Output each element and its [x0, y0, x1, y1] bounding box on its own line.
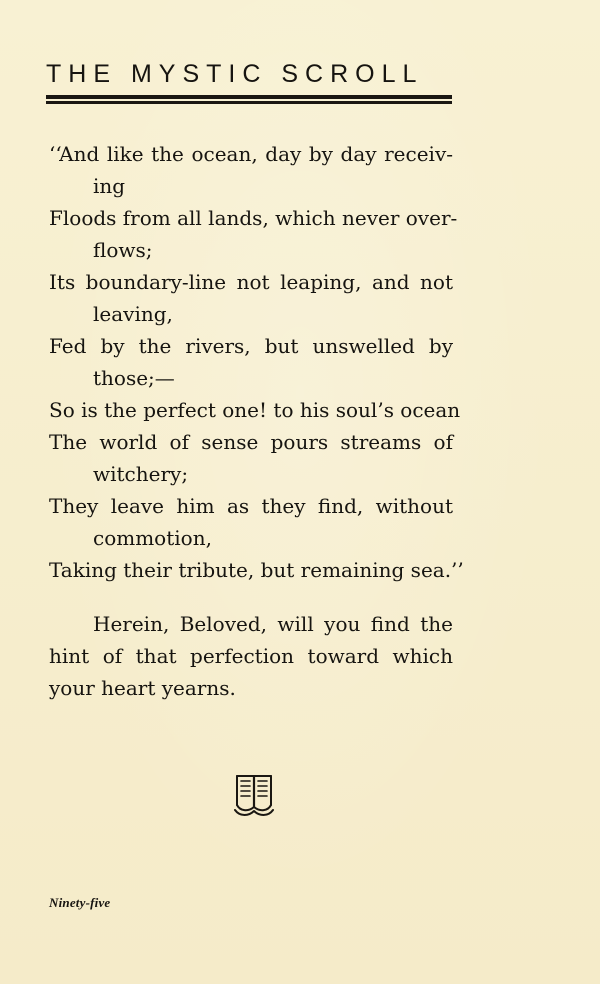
poem-line-13: commotion,	[93, 526, 212, 550]
prose-line-2: hint of that perfection toward which	[49, 644, 453, 668]
page-header	[46, 62, 452, 105]
poem-line-5: Its boundary-line not leaping, and not	[49, 270, 453, 294]
prose-line-3: your heart yearns.	[49, 676, 236, 700]
poem-line-1: ‘‘And like the ocean, day by day receiv-	[49, 142, 453, 166]
open-book-icon	[230, 772, 278, 820]
poem-line-9: So is the perfect one! to his soul’s ocean	[49, 398, 461, 422]
page-content	[49, 138, 464, 704]
poem-line-11: witchery;	[93, 462, 189, 486]
page-number: Ninety-five	[49, 895, 111, 910]
poem-line-3: Floods from all lands, which never over-	[49, 206, 458, 230]
prose-line-1: Herein, Beloved, will you find the	[93, 612, 453, 636]
poem-line-14: Taking their tribute, but remaining sea.’’	[49, 558, 464, 582]
page-title: THE MYSTIC SCROLL	[46, 60, 424, 88]
poem-line-8: those;—	[93, 366, 175, 390]
paragraph-gap	[49, 586, 453, 608]
poem-line-7: Fed by the rivers, but unswelled by	[49, 334, 453, 358]
poem-line-4: flows;	[93, 238, 153, 262]
poem-line-10: The world of sense pours streams of	[49, 430, 453, 454]
poem-line-2: ing	[93, 174, 126, 198]
title-rule	[46, 95, 452, 105]
poem-line-6: leaving,	[93, 302, 173, 326]
poem-line-12: They leave him as they find, without	[49, 494, 453, 518]
